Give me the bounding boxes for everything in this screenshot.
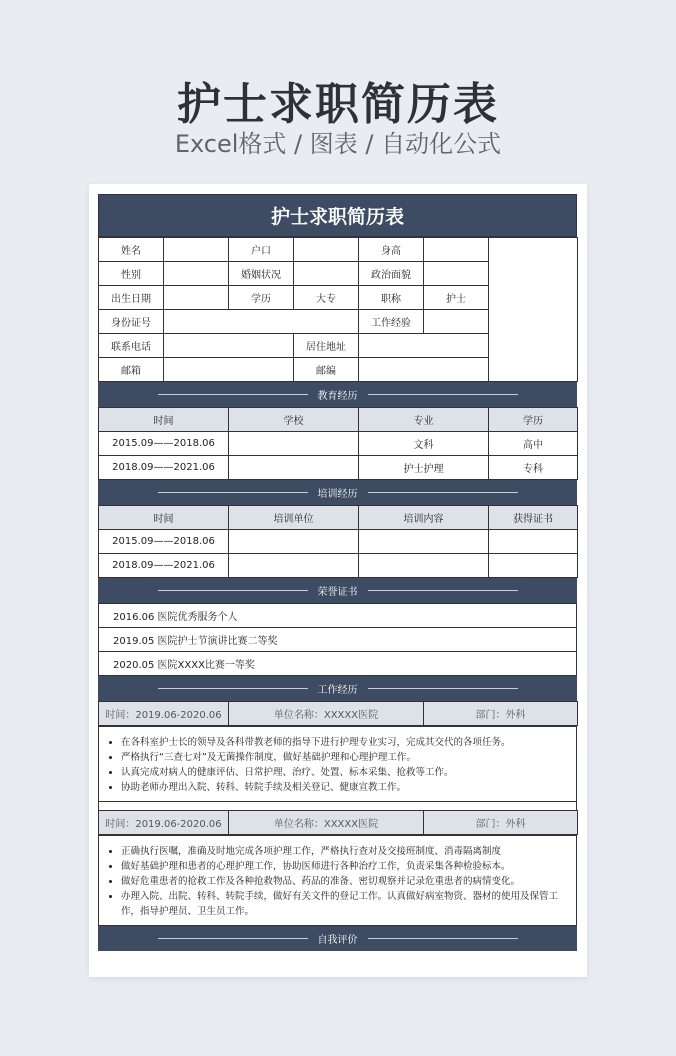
list-item: • 协助老师办理出入院、转科、转院手续及相关登记、健康宣教工作。 <box>121 780 566 795</box>
job-unit[interactable]: 单位名称：XXXXX医院 <box>229 811 424 835</box>
hero-subtitle: Excel格式 / 图表 / 自动化公式 <box>174 130 502 158</box>
section-training-header <box>98 480 577 505</box>
table-row <box>99 432 578 456</box>
honor-item[interactable]: 2016.06 医院优秀服务个人 <box>99 604 577 628</box>
label-id-number: 身份证号 <box>99 310 164 334</box>
table-cell[interactable]: 2015.09——2018.06 <box>99 530 229 554</box>
label-political: 政治面貌 <box>359 262 424 286</box>
table-cell[interactable] <box>359 554 489 578</box>
label-hukou: 户口 <box>229 238 294 262</box>
column-header: 培训内容 <box>359 506 489 530</box>
table-cell[interactable]: 护士护理 <box>359 456 489 480</box>
table-cell[interactable] <box>229 456 359 480</box>
list-item: • 办理入院、出院、转科、转院手续，做好有关文件的登记工作。认真做好病室物资、器材的使用及保管工作，指导护理员、卫生员工作。 <box>121 889 566 919</box>
table-cell[interactable]: 高中 <box>489 432 578 456</box>
table-cell[interactable]: 文科 <box>359 432 489 456</box>
hero-title: 护士求职简历表 <box>177 79 499 130</box>
table-cell[interactable]: 专科 <box>489 456 578 480</box>
list-item <box>99 628 577 652</box>
divider <box>158 492 308 493</box>
section-title: 工作经历 <box>317 685 358 696</box>
document-title: 护士求职简历表 <box>98 194 577 237</box>
divider <box>368 688 518 689</box>
list-item: • 在各科室护士长的领导及各科带教老师的指导下进行护理专业实习，完成其交代的各项任务。 <box>121 735 566 750</box>
section-title: 自我评价 <box>317 935 358 946</box>
training-table <box>98 505 578 578</box>
label-email: 邮箱 <box>99 358 164 382</box>
job-time[interactable]: 时间：2019.06-2020.06 <box>99 811 229 835</box>
table-row <box>99 456 578 480</box>
label-postcode: 邮编 <box>294 358 359 382</box>
job-description[interactable] <box>98 726 577 802</box>
table-cell[interactable] <box>229 530 359 554</box>
value-postcode[interactable] <box>359 358 489 382</box>
divider <box>158 590 308 591</box>
list-item: • 做好基础护理和患者的心理护理工作，协助医师进行各种治疗工作，负责采集各种检验标本。 <box>121 859 566 874</box>
list-item: • 认真完成对病人的健康评估、日常护理、治疗、处置、标本采集、抢救等工作。 <box>121 765 566 780</box>
job-header-table <box>98 701 578 726</box>
label-marital: 婚姻状况 <box>229 262 294 286</box>
value-marital[interactable] <box>294 262 359 286</box>
column-header: 培训单位 <box>229 506 359 530</box>
table-row <box>99 554 578 578</box>
resume-preview <box>89 184 587 977</box>
resume-sheet <box>98 194 577 951</box>
column-header: 获得证书 <box>489 506 578 530</box>
table-row <box>99 238 578 262</box>
section-education-header <box>98 382 577 407</box>
section-title: 教育经历 <box>317 391 358 402</box>
value-education[interactable]: 大专 <box>294 286 359 310</box>
divider <box>158 938 308 939</box>
column-header: 学校 <box>229 408 359 432</box>
table-cell[interactable] <box>489 554 578 578</box>
job-duties-list <box>109 844 566 919</box>
table-cell[interactable]: 2015.09——2018.06 <box>99 432 229 456</box>
column-header: 时间 <box>99 506 229 530</box>
label-phone: 联系电话 <box>99 334 164 358</box>
column-header: 时间 <box>99 408 229 432</box>
table-cell[interactable]: 2018.09——2021.06 <box>99 554 229 578</box>
label-gender: 性别 <box>99 262 164 286</box>
value-address[interactable] <box>359 334 489 358</box>
section-title: 培训经历 <box>317 489 358 500</box>
job-time[interactable]: 时间：2019.06-2020.06 <box>99 702 229 726</box>
value-political[interactable] <box>424 262 489 286</box>
list-item: • 正确执行医嘱，准确及时地完成各项护理工作，严格执行查对及交接班制度、消毒隔离制度 <box>121 844 566 859</box>
value-title[interactable]: 护士 <box>424 286 489 310</box>
basic-info-table <box>98 237 578 382</box>
table-row <box>99 811 578 835</box>
value-id-number[interactable] <box>164 310 359 334</box>
divider <box>368 938 518 939</box>
table-row <box>99 530 578 554</box>
section-self-evaluation-header <box>98 926 577 951</box>
list-item <box>99 652 577 676</box>
divider <box>368 590 518 591</box>
label-experience: 工作经验 <box>359 310 424 334</box>
list-item: • 严格执行“三查七对”及无菌操作制度，做好基础护理和心理护理工作。 <box>121 750 566 765</box>
value-hukou[interactable] <box>294 238 359 262</box>
label-name: 姓名 <box>99 238 164 262</box>
value-birthdate[interactable] <box>164 286 229 310</box>
spacer <box>98 802 577 810</box>
divider <box>158 394 308 395</box>
label-address: 居住地址 <box>294 334 359 358</box>
table-header-row <box>99 506 578 530</box>
honor-item[interactable]: 2020.05 医院XXXX比赛一等奖 <box>99 652 577 676</box>
honors-table <box>98 603 577 676</box>
value-gender[interactable] <box>164 262 229 286</box>
job-department[interactable]: 部门：外科 <box>424 811 578 835</box>
divider <box>158 688 308 689</box>
job-header-table <box>98 810 578 835</box>
value-name[interactable] <box>164 238 229 262</box>
section-honors-header <box>98 578 577 603</box>
education-table <box>98 407 578 480</box>
column-header: 学历 <box>489 408 578 432</box>
divider <box>368 492 518 493</box>
value-phone[interactable] <box>164 334 294 358</box>
list-item <box>99 604 577 628</box>
value-email[interactable] <box>164 358 294 382</box>
table-cell[interactable] <box>359 530 489 554</box>
value-experience[interactable] <box>424 310 489 334</box>
label-title: 职称 <box>359 286 424 310</box>
table-cell[interactable] <box>489 530 578 554</box>
label-height: 身高 <box>359 238 424 262</box>
honor-item[interactable]: 2019.05 医院护士节演讲比赛二等奖 <box>99 628 577 652</box>
section-title: 荣誉证书 <box>317 587 358 598</box>
table-header-row <box>99 408 578 432</box>
column-header: 专业 <box>359 408 489 432</box>
table-cell[interactable] <box>229 432 359 456</box>
table-cell[interactable]: 2018.09——2021.06 <box>99 456 229 480</box>
value-height[interactable] <box>424 238 489 262</box>
job-duties-list <box>109 735 566 795</box>
table-cell[interactable] <box>229 554 359 578</box>
list-item: • 做好危重患者的抢救工作及各种抢救物品、药品的准备、密切观察并记录危重患者的病情变化。 <box>121 874 566 889</box>
divider <box>368 394 518 395</box>
photo-cell[interactable] <box>489 238 578 382</box>
section-work-header <box>98 676 577 701</box>
label-birthdate: 出生日期 <box>99 286 164 310</box>
job-unit[interactable]: 单位名称：XXXXX医院 <box>229 702 424 726</box>
label-education: 学历 <box>229 286 294 310</box>
job-description[interactable] <box>98 835 577 926</box>
table-row <box>99 702 578 726</box>
job-department[interactable]: 部门：外科 <box>424 702 578 726</box>
